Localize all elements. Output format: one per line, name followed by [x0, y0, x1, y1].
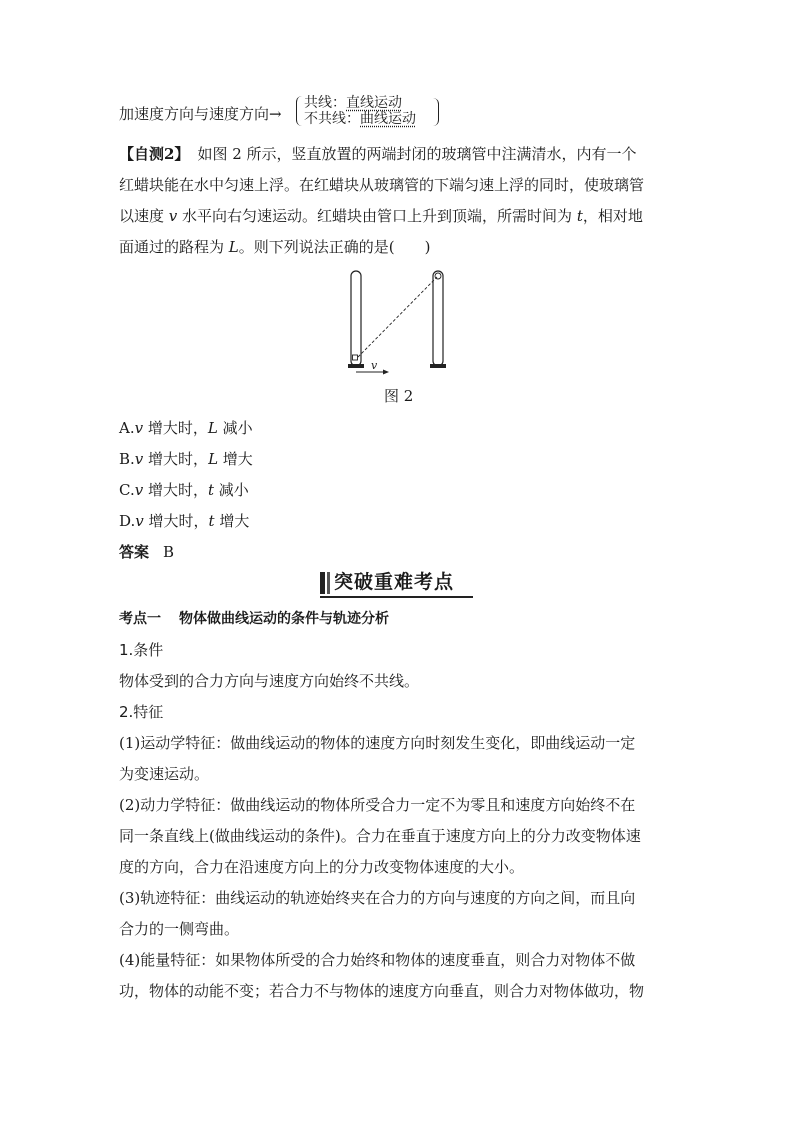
heading-bar-icon-2	[327, 572, 330, 594]
left-glass-tube	[351, 271, 361, 366]
sub1-text: 物体受到的合力方向与速度方向始终不共线。	[119, 672, 420, 690]
feature-2-line-3: 度的方向，合力在沿速度方向上的分力改变物体速度的大小。	[119, 858, 525, 876]
problem-line-4: 面通过的路程为 L。则下列说法正确的是( )	[119, 238, 431, 256]
acceleration-prefix: 加速度方向与速度方向→	[119, 105, 282, 123]
feature-2-line-2: 同一条直线上(做曲线运动的条件)。合力在垂直于速度方向上的分力改变物体速	[119, 827, 641, 845]
section-heading	[320, 570, 473, 598]
trajectory-dashed-line	[358, 277, 437, 357]
answer-label: 答案	[119, 543, 150, 561]
sub-heading-2: 2.特征	[119, 703, 164, 721]
kaodian-heading: 考点一 物体做曲线运动的条件与轨迹分析	[119, 611, 389, 627]
sub-heading-1: 1.条件	[119, 641, 164, 659]
noncollinear-result: 曲线运动	[360, 111, 416, 127]
section-title: 突破重难考点	[334, 571, 455, 593]
wax-block	[353, 355, 358, 360]
arrowhead-icon	[383, 370, 389, 375]
feature-4-line-1: (4)能量特征：如果物体所受的合力始终和物体的速度垂直，则合力对物体不做	[119, 951, 636, 969]
feature-1-line-2: 为变速运动。	[119, 765, 210, 783]
feature-2-line-1: (2)动力学特征：做曲线运动的物体所受合力一定不为零且和速度方向始终不在	[119, 796, 636, 814]
velocity-label: v	[371, 359, 378, 372]
option-b: B.v 增大时，L 增大	[119, 450, 253, 468]
option-d: D.v 增大时，t 增大	[119, 512, 250, 530]
problem-tag: 【自测2】	[119, 145, 190, 163]
heading-bar-icon	[320, 572, 325, 594]
problem-line-2: 红蜡块能在水中匀速上浮。在红蜡块从玻璃管的下端匀速上浮的同时，使玻璃管	[119, 176, 645, 194]
left-tube-base	[348, 364, 364, 368]
option-a: A.v 增大时，L 减小	[119, 419, 253, 437]
problem-line-1: 【自测2】 如图 2 所示，竖直放置的两端封闭的玻璃管中注满清水，内有一个	[119, 145, 637, 163]
feature-3-line-1: (3)轨迹特征：曲线运动的轨迹始终夹在合力的方向与速度的方向之间，而且向	[119, 889, 636, 907]
right-tube-base	[430, 364, 446, 368]
collinear-result: 直线运动	[346, 95, 402, 111]
answer-line	[119, 542, 174, 562]
branch-noncollinear: 不共线：曲线运动	[304, 111, 416, 127]
branch-collinear: 共线：直线运动	[304, 95, 402, 111]
feature-1-line-1: (1)运动学特征：做曲线运动的物体的速度方向时刻发生变化，即曲线运动一定	[119, 734, 636, 752]
figure-caption: 图 2	[384, 387, 414, 405]
feature-3-line-2: 合力的一侧弯曲。	[119, 920, 240, 938]
answer-value: B	[163, 543, 175, 561]
option-c: C.v 增大时，t 减小	[119, 481, 249, 499]
problem-line-3: 以速度 v 水平向右匀速运动。红蜡块由管口上升到顶端，所需时间为 t，相对地	[119, 207, 643, 225]
right-glass-tube	[433, 271, 443, 366]
feature-4-line-2: 功，物体的动能不变；若合力不与物体的速度方向垂直，则合力对物体做功，物	[119, 982, 645, 1000]
